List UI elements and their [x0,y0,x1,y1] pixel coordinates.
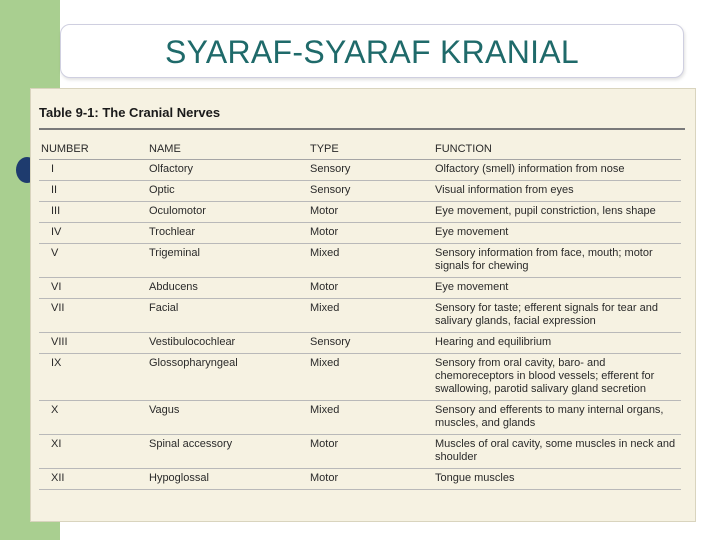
cell-name: Glossopharyngeal [147,354,308,401]
table-row [39,469,681,490]
cell-type: Sensory [308,181,433,202]
cell-function: Visual information from eyes [433,181,681,202]
cell-type: Sensory [308,160,433,181]
cell-name: Trigeminal [147,244,308,278]
cell-number: XII [39,469,147,490]
cell-type: Motor [308,435,433,469]
table-row [39,401,681,435]
table-row [39,181,681,202]
cell-number: VII [39,299,147,333]
cell-number: III [39,202,147,223]
cell-function: Olfactory (smell) information from nose [433,160,681,181]
slide-title-box [60,24,684,78]
table-row [39,160,681,181]
cell-function: Muscles of oral cavity, some muscles in neck and shoulder [433,435,681,469]
table-row [39,278,681,299]
table-caption: Table 9-1: The Cranial Nerves [39,105,221,120]
cell-name: Trochlear [147,223,308,244]
cell-name: Optic [147,181,308,202]
table-row [39,244,681,278]
table-row [39,354,681,401]
cell-number: VIII [39,333,147,354]
cell-number: II [39,181,147,202]
table-row [39,299,681,333]
cell-function: Sensory information from face, mouth; motor signals for chewing [433,244,681,278]
cell-function: Sensory from oral cavity, baro- and chemoreceptors in blood vessels; efferent for swallowing, parotid salivary gland secretion [433,354,681,401]
cell-name: Vestibulocochlear [147,333,308,354]
cranial-nerves-table [39,140,681,490]
cell-number: I [39,160,147,181]
cell-type: Motor [308,469,433,490]
cell-function: Sensory and efferents to many internal organs, muscles, and glands [433,401,681,435]
cell-name: Oculomotor [147,202,308,223]
cell-type: Mixed [308,354,433,401]
cell-name: Facial [147,299,308,333]
cell-function: Sensory for taste; efferent signals for tear and salivary glands, facial expression [433,299,681,333]
header-function: FUNCTION [433,140,681,160]
cell-number: X [39,401,147,435]
cell-function: Eye movement [433,278,681,299]
header-name: NAME [147,140,308,160]
cell-function: Eye movement, pupil constriction, lens shape [433,202,681,223]
cell-function: Tongue muscles [433,469,681,490]
cell-number: V [39,244,147,278]
cell-name: Hypoglossal [147,469,308,490]
table-row [39,333,681,354]
cell-name: Vagus [147,401,308,435]
cell-number: IV [39,223,147,244]
cell-type: Motor [308,202,433,223]
cranial-nerves-table-card [30,88,696,522]
cell-name: Olfactory [147,160,308,181]
header-number: NUMBER [39,140,147,160]
cell-type: Mixed [308,244,433,278]
table-header-row [39,140,681,160]
caption-divider [39,128,685,130]
cell-type: Motor [308,223,433,244]
cell-type: Mixed [308,401,433,435]
cell-name: Spinal accessory [147,435,308,469]
cell-name: Abducens [147,278,308,299]
header-type: TYPE [308,140,433,160]
table-row [39,223,681,244]
cell-function: Eye movement [433,223,681,244]
cell-number: IX [39,354,147,401]
cell-type: Sensory [308,333,433,354]
cell-function: Hearing and equilibrium [433,333,681,354]
slide-title: SYARAF-SYARAF KRANIAL [164,34,580,70]
table-row [39,435,681,469]
cell-number: XI [39,435,147,469]
cell-type: Motor [308,278,433,299]
table-row [39,202,681,223]
cell-type: Mixed [308,299,433,333]
cell-number: VI [39,278,147,299]
